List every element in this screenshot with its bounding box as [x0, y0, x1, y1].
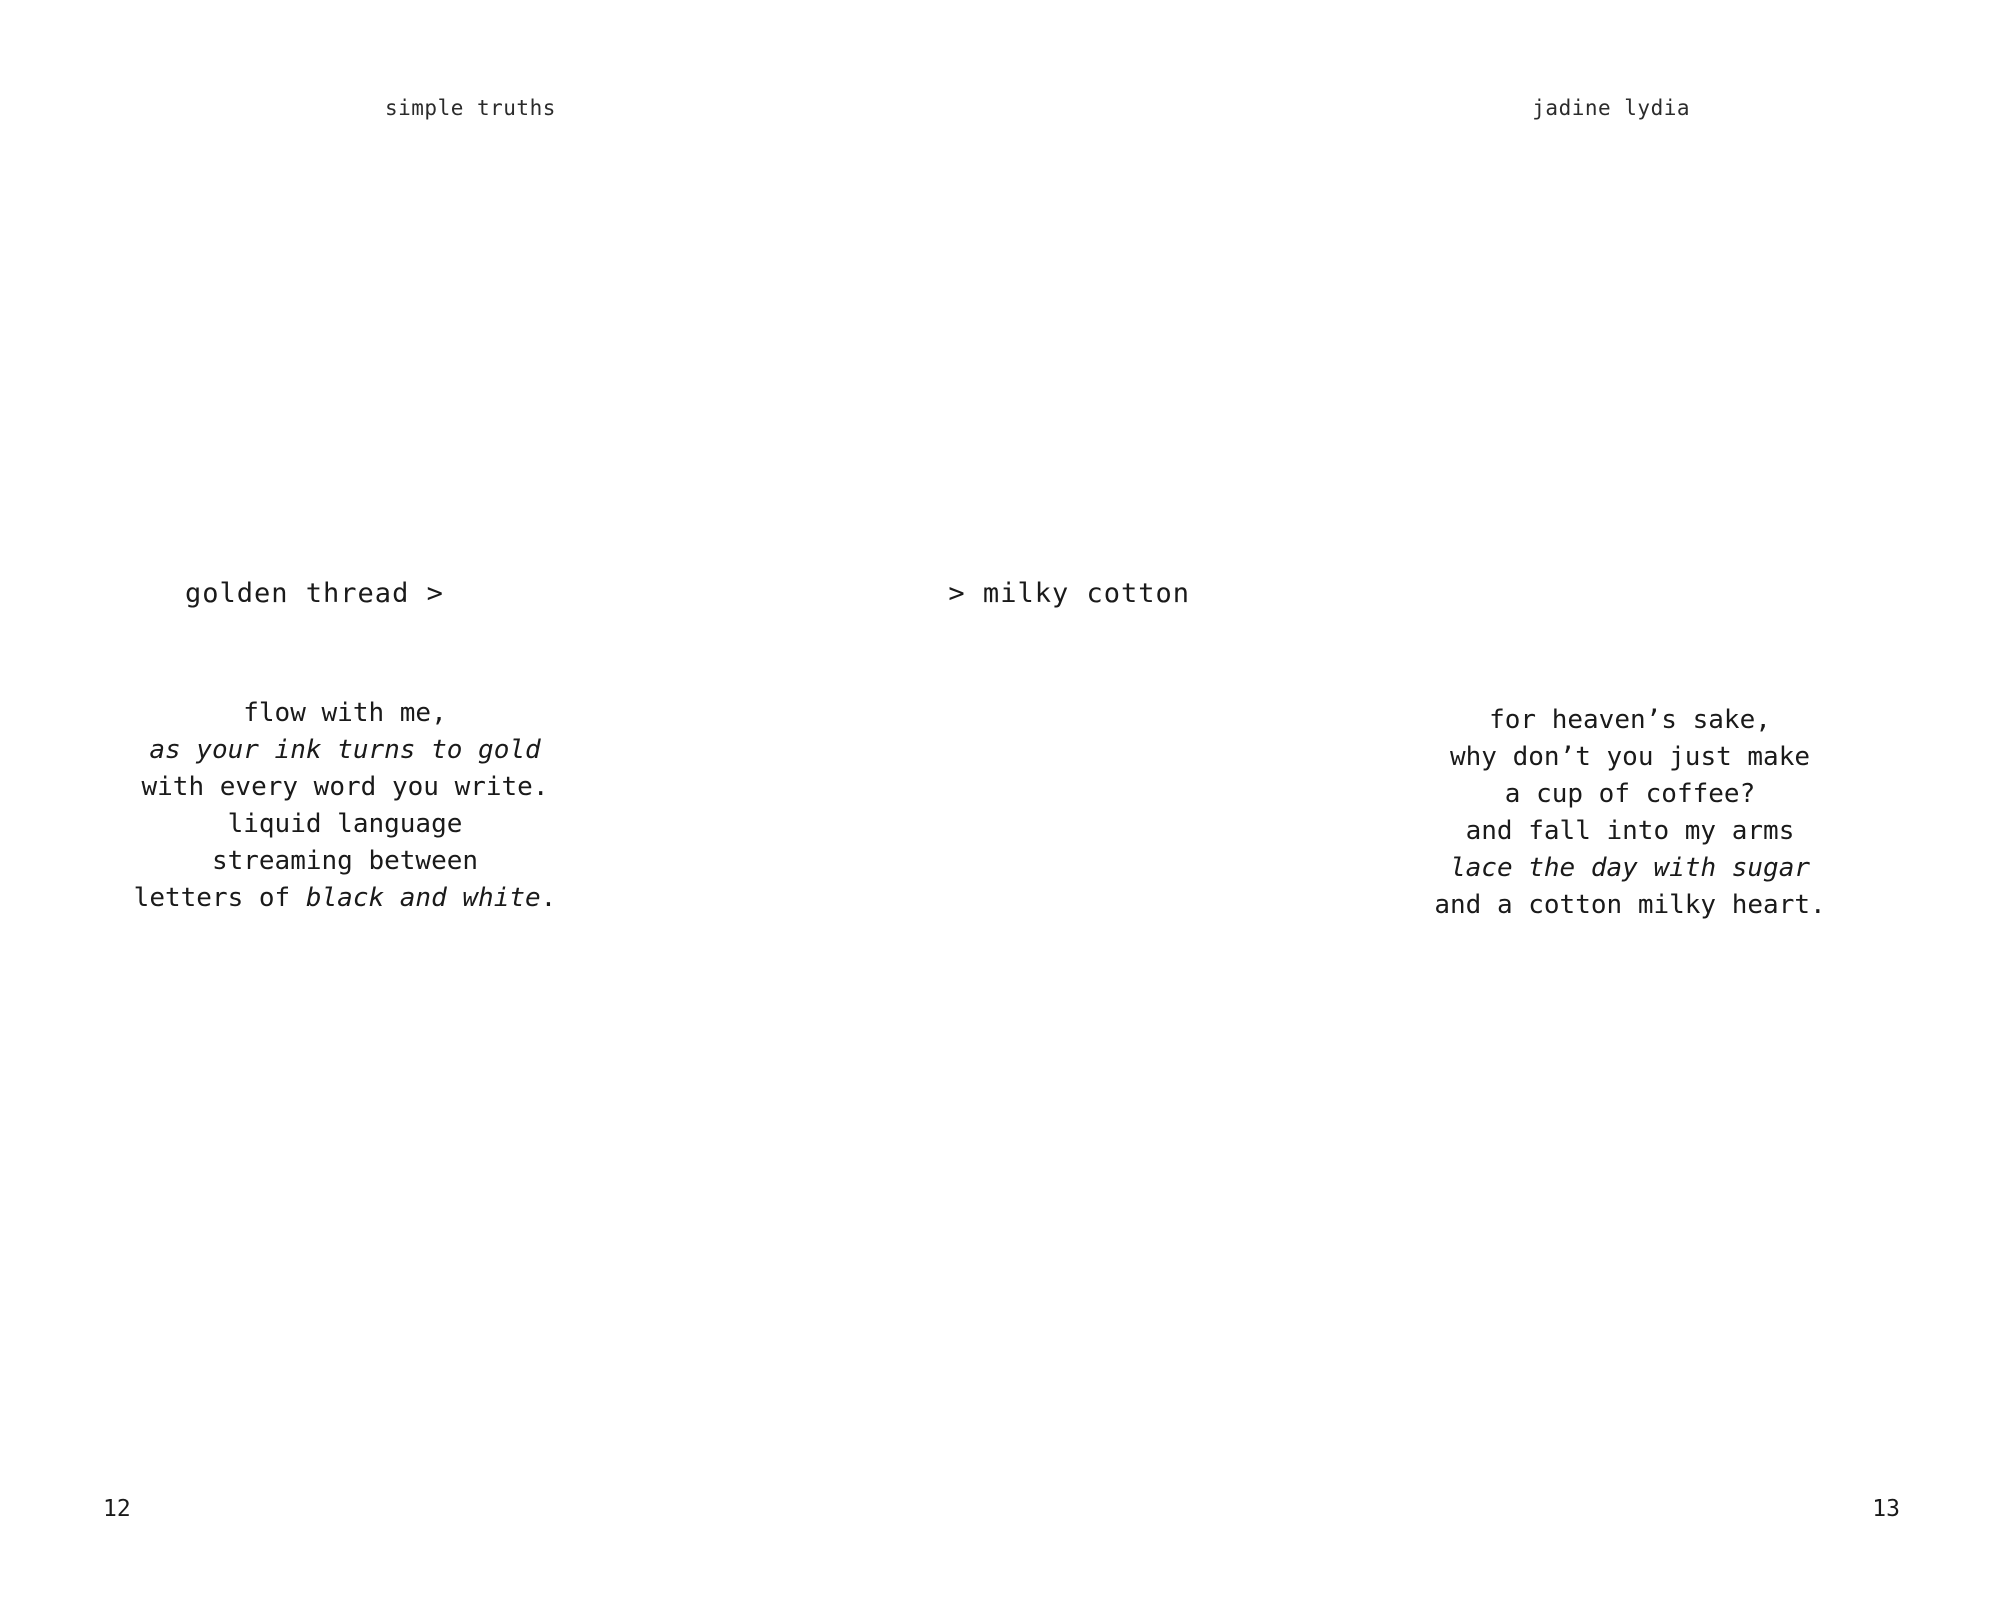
poem-emphasis: lace the day with sugar — [1449, 853, 1811, 883]
poem-text: . — [540, 883, 557, 913]
poem-line — [0, 806, 690, 843]
poem-body-right — [1000, 702, 2000, 924]
poem-emphasis: as your ink turns to gold — [149, 735, 541, 765]
poem-line — [1260, 702, 2000, 739]
poem-line — [0, 880, 690, 917]
poem-text: with every word you write. — [141, 772, 549, 802]
poem-line — [1260, 813, 2000, 850]
poem-line — [0, 769, 690, 806]
poem-title-left: golden thread > — [185, 578, 444, 609]
poem-line — [0, 695, 690, 732]
poem-line — [1260, 887, 2000, 924]
poem-line — [1260, 776, 2000, 813]
folio-right: 13 — [1872, 1496, 1900, 1522]
poem-text: and a cotton milky heart. — [1434, 890, 1826, 920]
running-head-right: jadine lydia — [1532, 96, 1690, 120]
poem-body-left — [0, 695, 1000, 917]
folio-left: 12 — [103, 1496, 131, 1522]
poem-text: why don’t you just make — [1449, 742, 1811, 772]
poem-text: liquid language — [227, 809, 463, 839]
running-head-left: simple truths — [385, 96, 556, 120]
poem-line — [0, 843, 690, 880]
poem-text: and fall into my arms — [1465, 816, 1795, 846]
poem-text: a cup of coffee? — [1504, 779, 1756, 809]
poem-line — [1260, 850, 2000, 887]
poem-title-right: > milky cotton — [948, 578, 1190, 609]
page-right — [948, 0, 2000, 1600]
poem-line — [1260, 739, 2000, 776]
poem-emphasis: black and white — [305, 883, 541, 913]
poem-text: for heaven’s sake, — [1489, 705, 1771, 735]
poem-line — [0, 732, 690, 769]
poem-text: streaming between — [211, 846, 479, 876]
poem-text: flow with me, — [243, 698, 447, 728]
poem-text: letters of — [133, 883, 306, 913]
